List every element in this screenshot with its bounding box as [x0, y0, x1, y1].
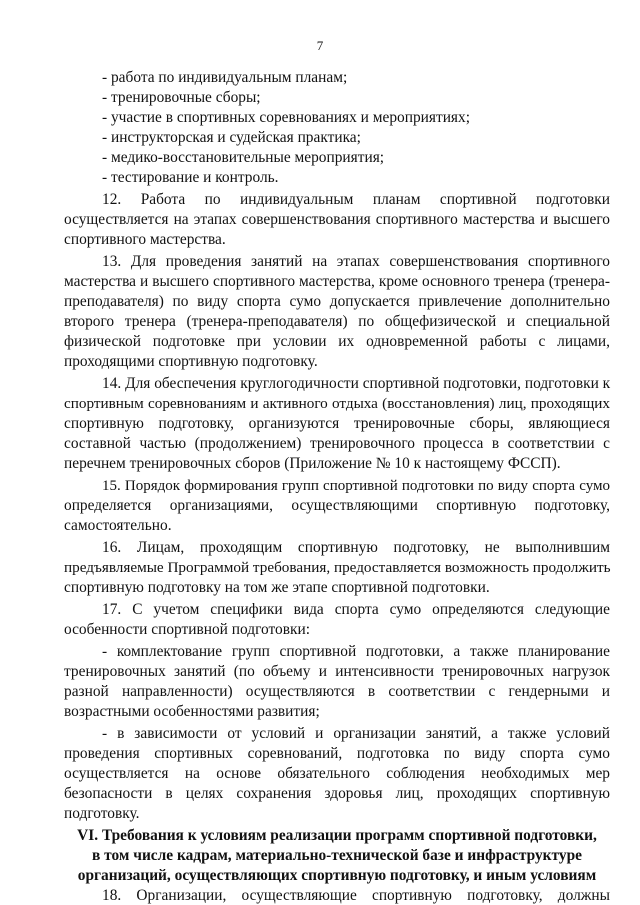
- paragraph-18-line: 18. Организации, осуществляющие спортивную подготовку, должны: [102, 887, 610, 904]
- bullet-line: - инструкторская и судейская практика;: [102, 129, 361, 146]
- paragraph-13-line: второго тренера (тренера-преподавателя) по общефизической и специальной: [64, 313, 610, 330]
- paragraph-14-line: 14. Для обеспечения круглогодичности спортивной подготовки, подготовки к: [102, 375, 611, 392]
- paragraph-13-line: 13. Для проведения занятий на этапах совершенствования спортивного: [102, 253, 610, 270]
- paragraph-17b-line: проведения спортивных соревнований, подготовка по виду спорта сумо: [64, 745, 610, 762]
- paragraph-13-line: физической подготовке при условии их одновременной работы с лицами,: [64, 333, 610, 350]
- paragraph-16-line: спортивную подготовку на том же этапе спортивной подготовки.: [64, 579, 490, 596]
- bullet-line: - медико-восстановительные мероприятия;: [102, 149, 385, 166]
- section-heading: в том числе кадрам, материально-технической базе и инфраструктуре: [92, 847, 582, 864]
- paragraph-12-line: спортивного мастерства.: [64, 231, 226, 248]
- paragraph-17a-line: возрастными особенностями развития;: [64, 703, 320, 720]
- bullet-line: - участие в спортивных соревнованиях и мероприятиях;: [102, 109, 470, 126]
- paragraph-17-line: 17. С учетом специфики вида спорта сумо определяются следующие: [102, 601, 610, 618]
- page-number: 7: [316, 38, 324, 53]
- paragraph-13-line: проходящими спортивную подготовку.: [64, 353, 318, 370]
- paragraph-17b-line: подготовку.: [64, 805, 140, 822]
- bullet-line: - работа по индивидуальным планам;: [102, 69, 348, 86]
- paragraph-17a-line: - комплектование групп спортивной подготовки, а также планирование: [102, 643, 610, 660]
- paragraph-17b-line: безопасности в целях сохранения здоровья лиц, проходящих спортивную: [64, 785, 610, 802]
- section-heading: VI. Требования к условиям реализации программ спортивной подготовки,: [77, 827, 597, 844]
- paragraph-17a-line: разной направленности) осуществляются в соответствии с гендерными и: [64, 683, 610, 700]
- paragraph-12-line: 12. Работа по индивидуальным планам спортивной подготовки: [102, 191, 610, 208]
- bullet-line: - тестирование и контроль.: [102, 169, 279, 186]
- paragraph-14-line: спортивную подготовку, организуются тренировочные сборы, являющиеся: [64, 415, 610, 432]
- paragraph-16-line: предъявляемые Программой требования, предоставляется возможность продолжить: [64, 559, 611, 576]
- paragraph-12-line: осуществляется на этапах совершенствования спортивного мастерства и высшего: [64, 211, 610, 228]
- paragraph-13-line: мастерства и высшего спортивного мастерства, кроме основного тренера (тренера-: [64, 273, 610, 290]
- paragraph-17b-line: осуществляется на основе обязательного соблюдения необходимых мер: [64, 765, 610, 782]
- paragraph-17a-line: тренировочных занятий (по объему и интенсивности тренировочных нагрузок: [64, 663, 610, 680]
- paragraph-14-line: спортивным соревнованиям и активного отдыха (восстановления) лиц, проходящих: [64, 395, 610, 412]
- paragraph-15-line: самостоятельно.: [64, 517, 172, 534]
- paragraph-14-line: перечнем тренировочных сборов (Приложение № 10 к настоящему ФССП).: [64, 455, 561, 472]
- section-heading: организаций, осуществляющих спортивную подготовку, и иным условиям: [77, 867, 597, 884]
- paragraph-14-line: составной частью (продолжением) тренировочного процесса в соответствии с: [64, 435, 610, 452]
- paragraph-15-line: определяется организациями, осуществляющими спортивную подготовку,: [64, 497, 610, 514]
- paragraph-17-line: особенности спортивной подготовки:: [64, 621, 310, 638]
- paragraph-15-line: 15. Порядок формирования групп спортивной подготовки по виду спорта сумо: [102, 478, 610, 494]
- paragraph-16-line: 16. Лицам, проходящим спортивную подготовку, не выполнившим: [102, 539, 610, 556]
- bullet-line: - тренировочные сборы;: [102, 89, 261, 106]
- paragraph-17b-line: - в зависимости от условий и организации занятий, а также условий: [102, 725, 610, 742]
- paragraph-13-line: преподавателя) по виду спорта сумо допускается привлечение дополнительно: [64, 293, 610, 310]
